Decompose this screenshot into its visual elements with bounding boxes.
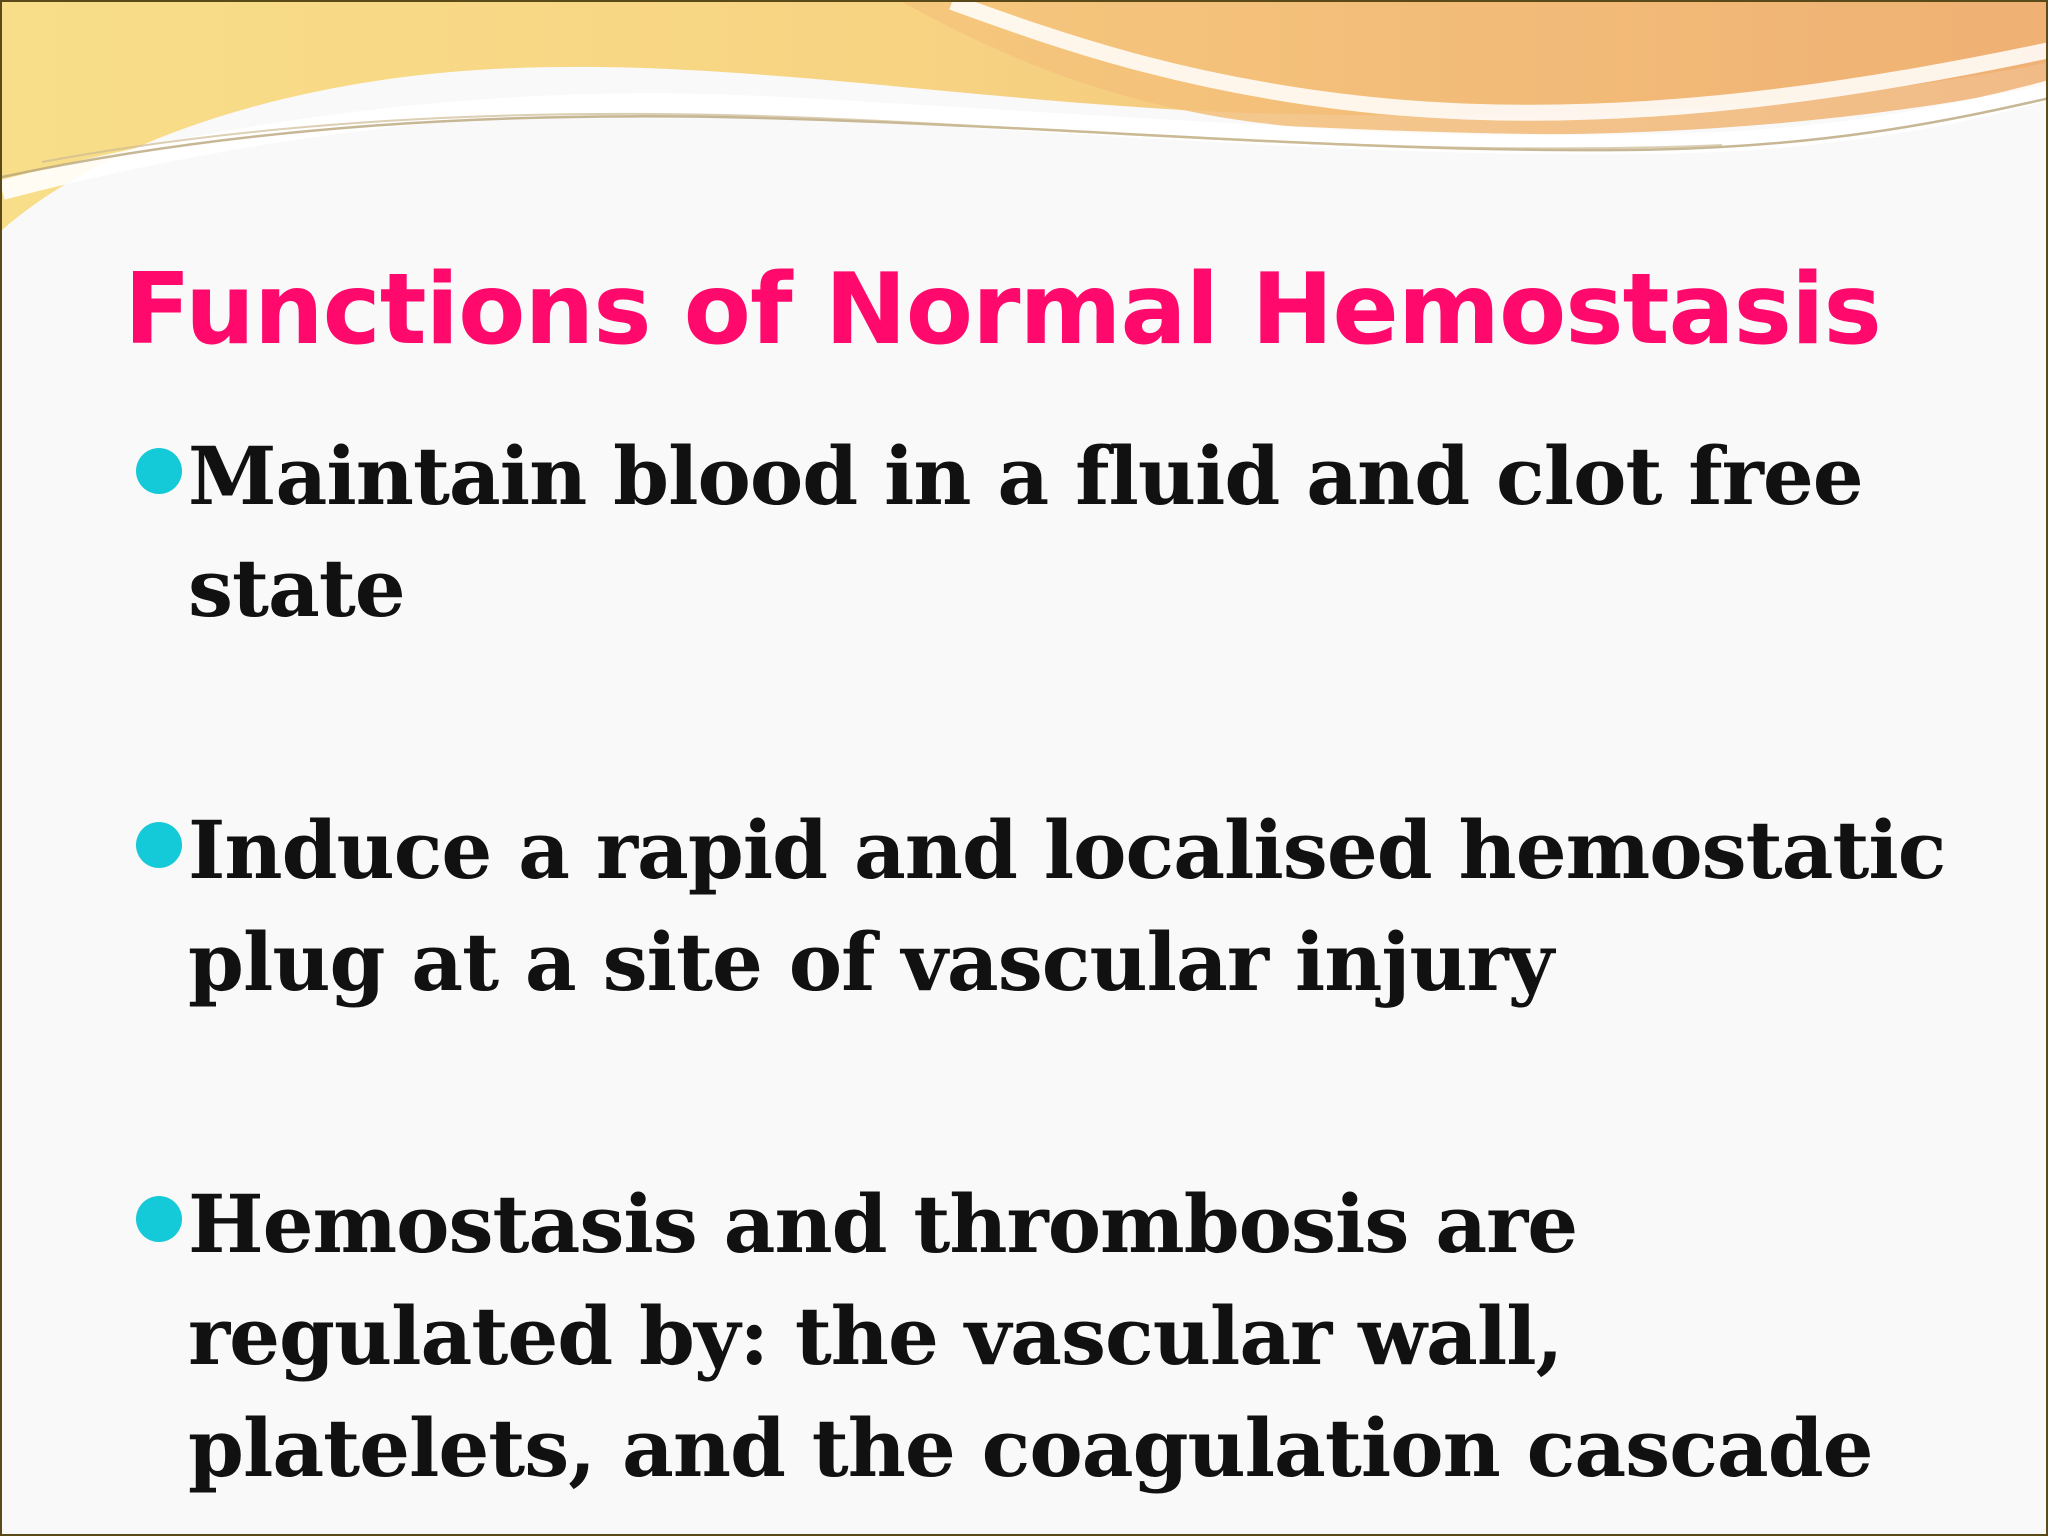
bullet-dot-icon — [136, 448, 182, 494]
decorative-wave-banner — [2, 2, 2048, 242]
bullet-text: Hemostasis and thrombosis are regulated by: the vascular wall, platelets, and the coagulation cascade — [188, 1177, 1873, 1495]
slide-title: Functions of Normal Hemostasis — [124, 253, 1881, 367]
bullet-list — [132, 420, 1992, 1504]
bullet-item — [132, 794, 1992, 1018]
bullet-item — [132, 420, 1992, 644]
bullet-text: Maintain blood in a fluid and clot free state — [188, 429, 1863, 635]
bullet-dot-icon — [136, 1196, 182, 1242]
bullet-dot-icon — [136, 822, 182, 868]
bullet-item — [132, 1168, 1992, 1504]
bullet-text: Induce a rapid and localised hemostatic plug at a site of vascular injury — [188, 803, 1946, 1009]
